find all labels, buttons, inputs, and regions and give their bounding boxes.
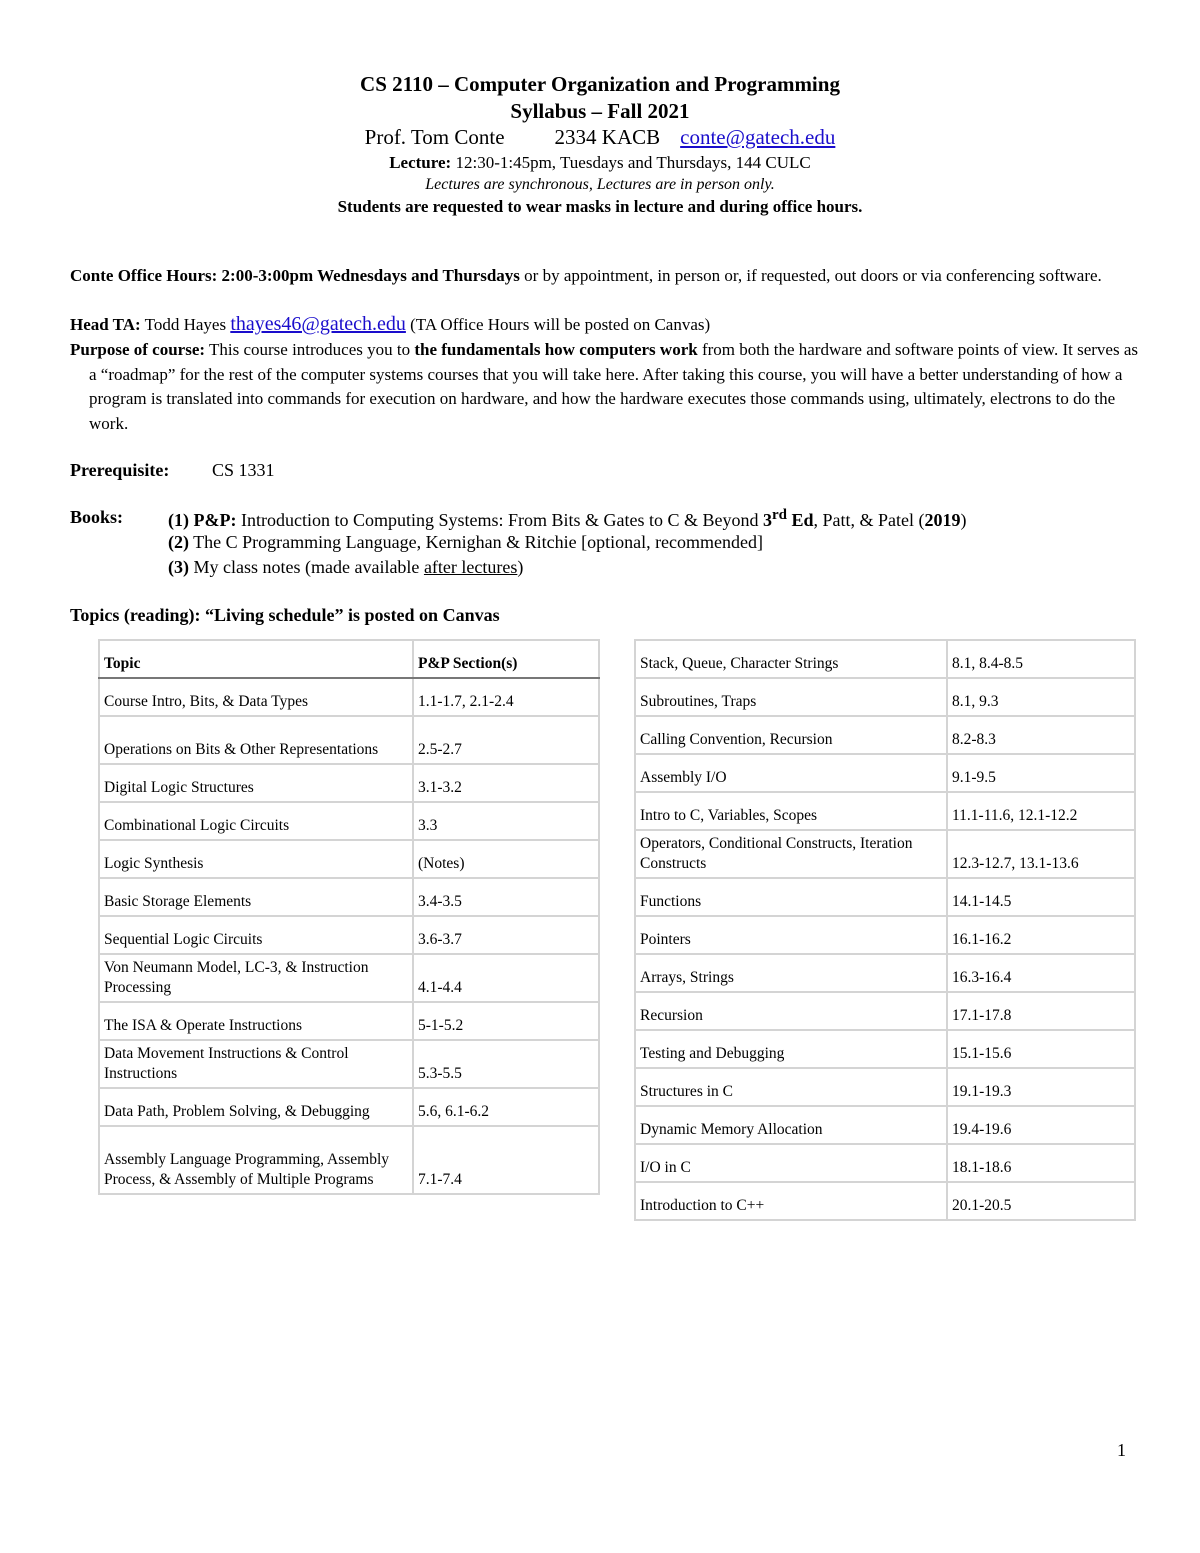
- section-cell: 16.3-16.4: [947, 954, 1135, 992]
- table-row: [635, 754, 1135, 792]
- topic-cell: Combinational Logic Circuits: [99, 802, 413, 840]
- topic-cell: Operators, Conditional Constructs, Iteration Constructs: [635, 830, 947, 878]
- purpose-label: Purpose of course:: [70, 340, 206, 359]
- section-cell: 5.3-5.5: [413, 1040, 599, 1088]
- section-cell: 5-1-5.2: [413, 1002, 599, 1040]
- table-row: [635, 916, 1135, 954]
- section-cell: 17.1-17.8: [947, 992, 1135, 1030]
- topic-cell: Stack, Queue, Character Strings: [635, 640, 947, 678]
- topic-cell: Calling Convention, Recursion: [635, 716, 947, 754]
- table-row: [635, 1144, 1135, 1182]
- book-3-num: (3): [168, 557, 189, 577]
- instructor-line: [0, 125, 1200, 150]
- topics-heading: Topics (reading): “Living schedule” is posted on Canvas: [70, 605, 500, 625]
- topic-cell: Recursion: [635, 992, 947, 1030]
- book-2-title: The C Programming Language, Kernighan & Ritchie [optional, recommended]: [189, 532, 764, 552]
- section-cell: 3.1-3.2: [413, 764, 599, 802]
- topic-cell: Intro to C, Variables, Scopes: [635, 792, 947, 830]
- table-header-row: [99, 640, 599, 678]
- section-cell: 4.1-4.4: [413, 954, 599, 1002]
- topic-cell: Digital Logic Structures: [99, 764, 413, 802]
- topic-cell: Introduction to C++: [635, 1182, 947, 1220]
- topic-cell: Data Movement Instructions & Control Instructions: [99, 1040, 413, 1088]
- table-row: [635, 1030, 1135, 1068]
- table-row: [635, 830, 1135, 878]
- section-cell: 5.6, 6.1-6.2: [413, 1088, 599, 1126]
- section-cell: 3.4-3.5: [413, 878, 599, 916]
- section-cell: 9.1-9.5: [947, 754, 1135, 792]
- table-row: [635, 792, 1135, 830]
- table-row: [635, 1068, 1135, 1106]
- section-cell: 20.1-20.5: [947, 1182, 1135, 1220]
- table-row: [635, 954, 1135, 992]
- table-row: [635, 1182, 1135, 1220]
- books-label: Books:: [70, 507, 124, 527]
- book-1-edition-sup: rd: [771, 507, 787, 523]
- topic-cell: Course Intro, Bits, & Data Types: [99, 678, 413, 716]
- book-1-title: Introduction to Computing Systems: From Bits & Gates to C & Beyond: [236, 510, 763, 530]
- topic-cell: The ISA & Operate Instructions: [99, 1002, 413, 1040]
- book-1: [168, 507, 967, 531]
- topic-cell: Basic Storage Elements: [99, 878, 413, 916]
- head-ta-email-link[interactable]: thayes46@gatech.edu: [230, 313, 406, 335]
- book-1-num: (1) P&P:: [168, 510, 237, 530]
- topic-cell: Subroutines, Traps: [635, 678, 947, 716]
- book-1-authors: , Patt, & Patel (: [813, 510, 925, 530]
- table-row: [99, 916, 599, 954]
- table-row: [99, 764, 599, 802]
- table-row: [99, 1088, 599, 1126]
- book-3: [168, 557, 523, 578]
- table-row: [99, 802, 599, 840]
- table-row: [635, 878, 1135, 916]
- prof-email-link[interactable]: conte@gatech.edu: [680, 125, 836, 149]
- masks-notice: Students are requested to wear masks in lecture and during office hours.: [337, 197, 863, 216]
- prerequisite-label: Prerequisite:: [70, 460, 170, 480]
- topic-cell: Von Neumann Model, LC-3, & Instruction Processing: [99, 954, 413, 1002]
- table-row: [99, 954, 599, 1002]
- page-title: CS 2110 – Computer Organization and Programming: [360, 72, 840, 96]
- prof-office: 2334 KACB: [554, 125, 661, 149]
- book-2-num: (2): [168, 532, 189, 552]
- section-cell: 19.4-19.6: [947, 1106, 1135, 1144]
- topic-cell: Dynamic Memory Allocation: [635, 1106, 947, 1144]
- topic-cell: Assembly I/O: [635, 754, 947, 792]
- section-cell: 1.1-1.7, 2.1-2.4: [413, 678, 599, 716]
- head-ta: [70, 313, 1135, 336]
- prerequisite: [70, 460, 275, 481]
- table-row: [635, 640, 1135, 678]
- table-row: [99, 840, 599, 878]
- office-hours-label: Conte Office Hours: 2:00-3:00pm Wednesdays and Thursdays: [70, 266, 520, 285]
- book-1-year: 2019: [924, 510, 961, 530]
- office-hours-text: or by appointment, in person or, if requested, out doors or via conferencing software.: [519, 266, 1102, 285]
- section-cell: 8.1, 8.4-8.5: [947, 640, 1135, 678]
- table-row: [99, 1040, 599, 1088]
- topic-cell: Testing and Debugging: [635, 1030, 947, 1068]
- prerequisite-value: CS 1331: [212, 460, 275, 480]
- topic-cell: Data Path, Problem Solving, & Debugging: [99, 1088, 413, 1126]
- section-cell: 15.1-15.6: [947, 1030, 1135, 1068]
- topic-cell: Structures in C: [635, 1068, 947, 1106]
- lecture-line: [0, 153, 1200, 173]
- section-cell: 11.1-11.6, 12.1-12.2: [947, 792, 1135, 830]
- topics-table-left: [98, 639, 600, 1195]
- topic-cell: Pointers: [635, 916, 947, 954]
- table-row: [99, 716, 599, 764]
- section-cell: 8.2-8.3: [947, 716, 1135, 754]
- office-hours: [70, 264, 1135, 287]
- section-cell: 18.1-18.6: [947, 1144, 1135, 1182]
- topic-cell: Functions: [635, 878, 947, 916]
- course-purpose: [70, 338, 1149, 436]
- table-row: [99, 878, 599, 916]
- purpose-text-before: This course introduces you to: [205, 340, 415, 359]
- topic-cell: Operations on Bits & Other Representations: [99, 716, 413, 764]
- book-1-edition-num: 3: [762, 510, 772, 530]
- topic-cell: I/O in C: [635, 1144, 947, 1182]
- book-3-close: ): [517, 557, 524, 577]
- book-3-underline: after lectures: [423, 557, 518, 577]
- section-cell: 8.1, 9.3: [947, 678, 1135, 716]
- column-header-section: P&P Section(s): [413, 640, 599, 678]
- table-row: [99, 1002, 599, 1040]
- topic-cell: Logic Synthesis: [99, 840, 413, 878]
- page-number: 1: [1117, 1440, 1126, 1460]
- section-cell: 3.6-3.7: [413, 916, 599, 954]
- book-1-edition: Ed: [786, 510, 814, 530]
- topic-cell: Sequential Logic Circuits: [99, 916, 413, 954]
- section-cell: 14.1-14.5: [947, 878, 1135, 916]
- table-row: [635, 1106, 1135, 1144]
- section-cell: 2.5-2.7: [413, 716, 599, 764]
- head-ta-name: Todd Hayes: [140, 315, 231, 334]
- prof-name: Prof. Tom Conte: [364, 125, 505, 149]
- head-ta-label: Head TA:: [70, 315, 141, 334]
- head-ta-note: (TA Office Hours will be posted on Canvas): [405, 315, 711, 334]
- topic-cell: Arrays, Strings: [635, 954, 947, 992]
- lecture-time: 12:30-1:45pm, Tuesdays and Thursdays, 144 CULC: [451, 153, 811, 172]
- book-2: [168, 532, 763, 553]
- purpose-text-after: from both the hardware and software points of view. It serves as a “roadmap” for the rest of the computer systems courses that you will take here. After taking this course, you will have a better understanding of how a program is translated into commands for execution on hardware, and how the hardware executes those commands using, ultimately, electrons to do the work.: [89, 340, 1138, 433]
- lecture-note: Lectures are synchronous, Lectures are in person only.: [425, 176, 775, 193]
- column-header-topic: Topic: [99, 640, 413, 678]
- topic-cell: Assembly Language Programming, Assembly Process, & Assembly of Multiple Programs: [99, 1126, 413, 1194]
- section-cell: 19.1-19.3: [947, 1068, 1135, 1106]
- section-cell: 7.1-7.4: [413, 1126, 599, 1194]
- table-row: [635, 678, 1135, 716]
- page-subtitle: Syllabus – Fall 2021: [510, 99, 690, 123]
- table-row: [99, 1126, 599, 1194]
- lecture-label: Lecture:: [389, 153, 452, 172]
- section-cell: 3.3: [413, 802, 599, 840]
- topics-table-right: [634, 639, 1136, 1221]
- table-row: [99, 678, 599, 716]
- section-cell: 12.3-12.7, 13.1-13.6: [947, 830, 1135, 878]
- section-cell: 16.1-16.2: [947, 916, 1135, 954]
- purpose-emphasis: the fundamentals how computers work: [414, 340, 698, 359]
- table-row: [635, 716, 1135, 754]
- table-row: [635, 992, 1135, 1030]
- section-cell: (Notes): [413, 840, 599, 878]
- book-1-close: ): [960, 510, 967, 530]
- book-3-title: My class notes (made available: [189, 557, 424, 577]
